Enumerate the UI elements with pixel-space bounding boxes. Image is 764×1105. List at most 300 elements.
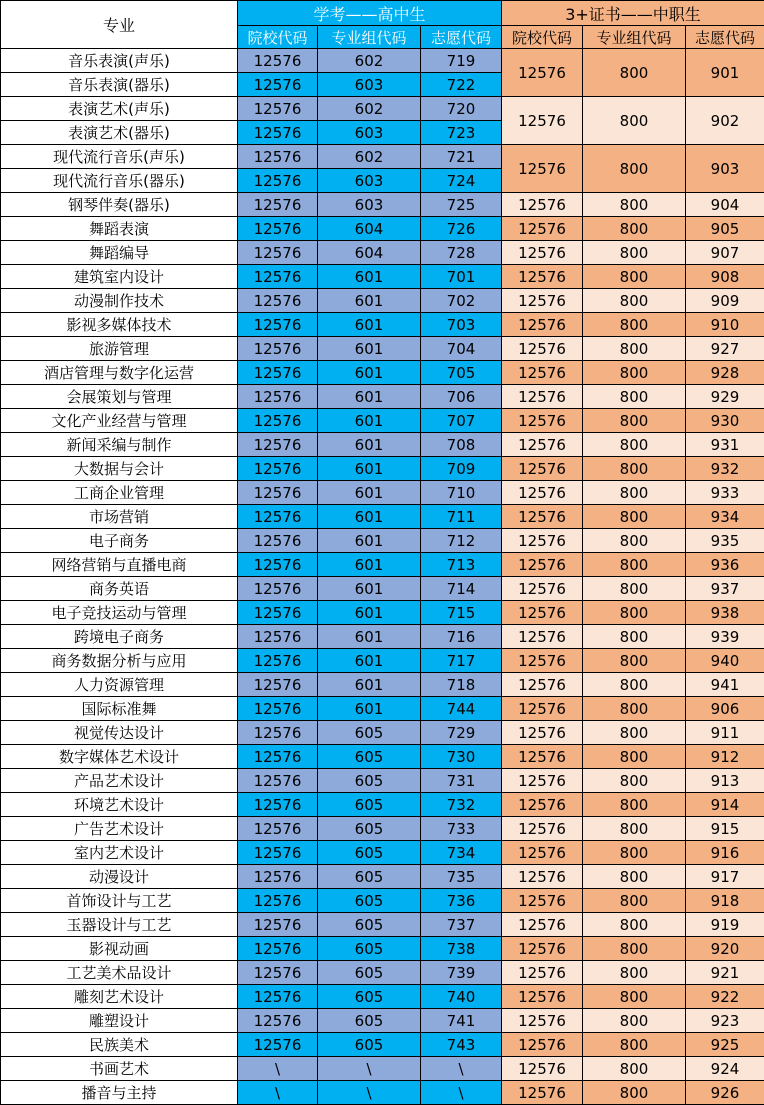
major-name-cell: 视觉传达设计 [1,721,238,745]
hs-school-code-cell: 12576 [238,73,318,97]
hs-group-code-cell: 601 [318,649,421,673]
hs-school-code-cell: 12576 [238,913,318,937]
voc-choice-code-cell: 914 [686,793,764,817]
table-row [1,673,764,697]
voc-school-code-cell: 12576 [502,529,583,553]
major-name-cell: 产品艺术设计 [1,769,238,793]
hs-school-code-cell: 12576 [238,97,318,121]
hs-group-code-cell: 601 [318,361,421,385]
hs-school-code-cell: 12576 [238,769,318,793]
major-name-cell: 雕刻艺术设计 [1,985,238,1009]
voc-choice-code-cell: 929 [686,385,764,409]
hs-group-code-cell: 601 [318,337,421,361]
voc-school-code-cell: 12576 [502,865,583,889]
hs-group-code-cell: 601 [318,673,421,697]
hs-choice-code-cell: 713 [421,553,502,577]
voc-school-code-cell: 12576 [502,649,583,673]
table-row [1,961,764,985]
hs-school-code-cell: 12576 [238,553,318,577]
hs-choice-code-cell: \ [421,1057,502,1081]
hs-choice-code-cell: 709 [421,457,502,481]
table-row [1,505,764,529]
voc-choice-code-cell: 933 [686,481,764,505]
hs-school-code-cell: 12576 [238,361,318,385]
hs-group-code-cell: 604 [318,241,421,265]
hs-school-code-cell: 12576 [238,1009,318,1033]
table-row [1,337,764,361]
voc-school-code-cell: 12576 [502,409,583,433]
table-row [1,1033,764,1057]
major-name-cell: 书画艺术 [1,1057,238,1081]
voc-school-code-cell: 12576 [502,193,583,217]
voc-school-code-cell: 12576 [502,457,583,481]
group-header-high-school: 学考——高中生 [238,1,502,26]
hs-choice-code-cell: \ [421,1081,502,1105]
voc-school-code-cell: 12576 [502,961,583,985]
hs-school-code-cell: 12576 [238,697,318,721]
hs-group-code-cell: 605 [318,961,421,985]
major-name-cell: 商务数据分析与应用 [1,649,238,673]
voc-group-code-cell: 800 [583,577,686,601]
major-name-cell: 影视动画 [1,937,238,961]
hs-group-code-cell: 601 [318,481,421,505]
major-name-cell: 现代流行音乐(声乐) [1,145,238,169]
major-name-cell: 广告艺术设计 [1,817,238,841]
hs-school-code-cell: 12576 [238,49,318,73]
major-name-cell: 表演艺术(声乐) [1,97,238,121]
hs-group-code-cell: 605 [318,985,421,1009]
voc-choice-code-cell: 935 [686,529,764,553]
hs-choice-code-cell: 710 [421,481,502,505]
major-name-cell: 现代流行音乐(器乐) [1,169,238,193]
voc-group-code-cell: 800 [583,457,686,481]
hs-school-code-cell: 12576 [238,673,318,697]
hs-choice-code-cell: 738 [421,937,502,961]
voc-group-code-cell: 800 [583,673,686,697]
major-name-cell: 酒店管理与数字化运营 [1,361,238,385]
hs-school-code-cell: 12576 [238,217,318,241]
voc-school-code-cell: 12576 [502,1033,583,1057]
hs-school-code-cell: 12576 [238,841,318,865]
hs-school-code-cell: 12576 [238,649,318,673]
table-row [1,553,764,577]
col-header-school-code: 院校代码 [238,26,318,49]
voc-school-code-cell: 12576 [502,217,583,241]
hs-group-code-cell: 605 [318,841,421,865]
hs-school-code-cell: 12576 [238,961,318,985]
hs-school-code-cell: 12576 [238,145,318,169]
voc-school-code-cell: 12576 [502,745,583,769]
voc-school-code-cell: 12576 [502,505,583,529]
voc-group-code-cell: 800 [583,601,686,625]
voc-choice-code-cell: 918 [686,889,764,913]
voc-group-code-cell: 800 [583,745,686,769]
voc-choice-code-cell: 902 [686,97,764,145]
hs-school-code-cell: \ [238,1057,318,1081]
voc-choice-code-cell: 915 [686,817,764,841]
hs-group-code-cell: 601 [318,697,421,721]
voc-group-code-cell: 800 [583,793,686,817]
voc-choice-code-cell: 941 [686,673,764,697]
major-name-cell: 舞蹈编导 [1,241,238,265]
major-name-cell: 电子商务 [1,529,238,553]
major-name-cell: 旅游管理 [1,337,238,361]
voc-group-code-cell: 800 [583,217,686,241]
voc-school-code-cell: 12576 [502,553,583,577]
major-name-cell: 动漫设计 [1,865,238,889]
voc-choice-code-cell: 903 [686,145,764,193]
major-name-cell: 首饰设计与工艺 [1,889,238,913]
major-name-cell: 网络营销与直播电商 [1,553,238,577]
major-name-cell: 播音与主持 [1,1081,238,1105]
voc-group-code-cell: 800 [583,913,686,937]
voc-choice-code-cell: 917 [686,865,764,889]
hs-group-code-cell: 601 [318,409,421,433]
hs-school-code-cell: 12576 [238,985,318,1009]
col-header-group-code: 专业组代码 [318,26,421,49]
hs-choice-code-cell: 716 [421,625,502,649]
table-row [1,217,764,241]
hs-group-code-cell: 603 [318,193,421,217]
voc-group-code-cell: 800 [583,1057,686,1081]
hs-choice-code-cell: 720 [421,97,502,121]
hs-school-code-cell: 12576 [238,289,318,313]
voc-school-code-cell: 12576 [502,841,583,865]
voc-group-code-cell: 800 [583,385,686,409]
voc-school-code-cell: 12576 [502,913,583,937]
major-name-cell: 工商企业管理 [1,481,238,505]
voc-group-code-cell: 800 [583,961,686,985]
table-row [1,865,764,889]
hs-school-code-cell: 12576 [238,937,318,961]
hs-school-code-cell: 12576 [238,793,318,817]
table-row [1,1057,764,1081]
hs-choice-code-cell: 729 [421,721,502,745]
voc-choice-code-cell: 913 [686,769,764,793]
hs-group-code-cell: 605 [318,937,421,961]
hs-choice-code-cell: 701 [421,265,502,289]
table-row [1,649,764,673]
hs-school-code-cell: 12576 [238,337,318,361]
hs-group-code-cell: 601 [318,385,421,409]
hs-choice-code-cell: 736 [421,889,502,913]
voc-group-code-cell: 800 [583,721,686,745]
major-name-cell: 影视多媒体技术 [1,313,238,337]
table-row [1,625,764,649]
voc-choice-code-cell: 919 [686,913,764,937]
major-name-cell: 商务英语 [1,577,238,601]
voc-group-code-cell: 800 [583,289,686,313]
hs-choice-code-cell: 718 [421,673,502,697]
col-header-group-code: 专业组代码 [583,26,686,49]
table-row [1,433,764,457]
hs-choice-code-cell: 706 [421,385,502,409]
hs-choice-code-cell: 714 [421,577,502,601]
voc-school-code-cell: 12576 [502,601,583,625]
hs-school-code-cell: 12576 [238,505,318,529]
voc-choice-code-cell: 926 [686,1081,764,1105]
hs-choice-code-cell: 744 [421,697,502,721]
hs-group-code-cell: 601 [318,265,421,289]
table-row [1,577,764,601]
hs-choice-code-cell: 719 [421,49,502,73]
voc-school-code-cell: 12576 [502,673,583,697]
hs-choice-code-cell: 724 [421,169,502,193]
voc-school-code-cell: 12576 [502,289,583,313]
voc-choice-code-cell: 939 [686,625,764,649]
voc-group-code-cell: 800 [583,505,686,529]
voc-group-code-cell: 800 [583,49,686,97]
table-row [1,697,764,721]
table-row [1,985,764,1009]
voc-school-code-cell: 12576 [502,721,583,745]
major-name-cell: 音乐表演(声乐) [1,49,238,73]
hs-choice-code-cell: 704 [421,337,502,361]
voc-group-code-cell: 800 [583,265,686,289]
major-name-cell: 音乐表演(器乐) [1,73,238,97]
hs-choice-code-cell: 725 [421,193,502,217]
voc-group-code-cell: 800 [583,481,686,505]
hs-group-code-cell: 603 [318,73,421,97]
table-row [1,1081,764,1105]
hs-school-code-cell: 12576 [238,625,318,649]
hs-group-code-cell: 602 [318,49,421,73]
voc-group-code-cell: 800 [583,817,686,841]
hs-group-code-cell: 601 [318,529,421,553]
voc-school-code-cell: 12576 [502,265,583,289]
table-row [1,289,764,313]
voc-school-code-cell: 12576 [502,1081,583,1105]
hs-choice-code-cell: 740 [421,985,502,1009]
voc-choice-code-cell: 930 [686,409,764,433]
major-name-cell: 大数据与会计 [1,457,238,481]
hs-school-code-cell: 12576 [238,721,318,745]
hs-choice-code-cell: 739 [421,961,502,985]
hs-group-code-cell: 605 [318,1009,421,1033]
hs-choice-code-cell: 734 [421,841,502,865]
voc-group-code-cell: 800 [583,769,686,793]
voc-choice-code-cell: 931 [686,433,764,457]
voc-group-code-cell: 800 [583,1033,686,1057]
table-row [1,457,764,481]
voc-group-code-cell: 800 [583,313,686,337]
major-name-cell: 民族美术 [1,1033,238,1057]
voc-school-code-cell: 12576 [502,1009,583,1033]
hs-school-code-cell: 12576 [238,865,318,889]
voc-choice-code-cell: 907 [686,241,764,265]
voc-school-code-cell: 12576 [502,889,583,913]
table-row [1,529,764,553]
voc-group-code-cell: 800 [583,889,686,913]
voc-group-code-cell: 800 [583,865,686,889]
col-header-school-code: 院校代码 [502,26,583,49]
hs-choice-code-cell: 711 [421,505,502,529]
voc-school-code-cell: 12576 [502,241,583,265]
major-name-cell: 雕塑设计 [1,1009,238,1033]
hs-school-code-cell: 12576 [238,193,318,217]
voc-choice-code-cell: 940 [686,649,764,673]
hs-choice-code-cell: 726 [421,217,502,241]
voc-school-code-cell: 12576 [502,313,583,337]
voc-choice-code-cell: 905 [686,217,764,241]
hs-school-code-cell: 12576 [238,313,318,337]
hs-choice-code-cell: 733 [421,817,502,841]
voc-group-code-cell: 800 [583,625,686,649]
table-row [1,1009,764,1033]
table-row [1,601,764,625]
voc-group-code-cell: 800 [583,841,686,865]
voc-school-code-cell: 12576 [502,481,583,505]
voc-choice-code-cell: 924 [686,1057,764,1081]
major-name-cell: 新闻采编与制作 [1,433,238,457]
table-row [1,409,764,433]
voc-group-code-cell: 800 [583,649,686,673]
hs-choice-code-cell: 707 [421,409,502,433]
table-row [1,889,764,913]
voc-school-code-cell: 12576 [502,625,583,649]
voc-choice-code-cell: 922 [686,985,764,1009]
hs-group-code-cell: 605 [318,817,421,841]
hs-group-code-cell: 601 [318,505,421,529]
voc-choice-code-cell: 937 [686,577,764,601]
hs-choice-code-cell: 737 [421,913,502,937]
hs-school-code-cell: 12576 [238,169,318,193]
hs-group-code-cell: 605 [318,793,421,817]
hs-school-code-cell: 12576 [238,1033,318,1057]
table-row [1,769,764,793]
voc-group-code-cell: 800 [583,145,686,193]
major-name-cell: 室内艺术设计 [1,841,238,865]
hs-group-code-cell: 601 [318,601,421,625]
voc-school-code-cell: 12576 [502,145,583,193]
voc-choice-code-cell: 909 [686,289,764,313]
hs-choice-code-cell: 705 [421,361,502,385]
hs-group-code-cell: 603 [318,169,421,193]
hs-choice-code-cell: 703 [421,313,502,337]
hs-school-code-cell: 12576 [238,433,318,457]
major-name-cell: 市场营销 [1,505,238,529]
voc-school-code-cell: 12576 [502,697,583,721]
voc-choice-code-cell: 904 [686,193,764,217]
voc-school-code-cell: 12576 [502,793,583,817]
table-row [1,385,764,409]
voc-choice-code-cell: 916 [686,841,764,865]
voc-choice-code-cell: 901 [686,49,764,97]
voc-choice-code-cell: 925 [686,1033,764,1057]
table-row [1,145,764,169]
voc-school-code-cell: 12576 [502,337,583,361]
hs-group-code-cell: 605 [318,721,421,745]
hs-choice-code-cell: 708 [421,433,502,457]
voc-school-code-cell: 12576 [502,97,583,145]
voc-school-code-cell: 12576 [502,433,583,457]
hs-group-code-cell: \ [318,1057,421,1081]
voc-choice-code-cell: 920 [686,937,764,961]
hs-group-code-cell: 601 [318,577,421,601]
table-body [1,49,764,1105]
table-row [1,265,764,289]
table-row [1,193,764,217]
hs-school-code-cell: 12576 [238,481,318,505]
hs-school-code-cell: 12576 [238,577,318,601]
hs-school-code-cell: 12576 [238,121,318,145]
major-name-cell: 舞蹈表演 [1,217,238,241]
hs-choice-code-cell: 732 [421,793,502,817]
voc-group-code-cell: 800 [583,1081,686,1105]
voc-school-code-cell: 12576 [502,385,583,409]
voc-choice-code-cell: 932 [686,457,764,481]
voc-choice-code-cell: 927 [686,337,764,361]
hs-school-code-cell: 12576 [238,241,318,265]
voc-school-code-cell: 12576 [502,769,583,793]
voc-choice-code-cell: 908 [686,265,764,289]
hs-group-code-cell: 601 [318,289,421,313]
major-name-cell: 跨境电子商务 [1,625,238,649]
voc-group-code-cell: 800 [583,409,686,433]
major-name-cell: 动漫制作技术 [1,289,238,313]
voc-choice-code-cell: 934 [686,505,764,529]
hs-group-code-cell: 605 [318,913,421,937]
table-row [1,97,764,121]
hs-choice-code-cell: 702 [421,289,502,313]
voc-choice-code-cell: 911 [686,721,764,745]
hs-group-code-cell: 601 [318,457,421,481]
major-name-cell: 文化产业经营与管理 [1,409,238,433]
voc-group-code-cell: 800 [583,337,686,361]
major-name-cell: 环境艺术设计 [1,793,238,817]
hs-school-code-cell: 12576 [238,889,318,913]
table-row [1,313,764,337]
voc-choice-code-cell: 923 [686,1009,764,1033]
voc-choice-code-cell: 906 [686,697,764,721]
voc-choice-code-cell: 910 [686,313,764,337]
table-row [1,481,764,505]
table-row [1,49,764,73]
hs-school-code-cell: 12576 [238,745,318,769]
table-row [1,721,764,745]
hs-school-code-cell: 12576 [238,265,318,289]
hs-choice-code-cell: 715 [421,601,502,625]
hs-choice-code-cell: 717 [421,649,502,673]
table-row [1,937,764,961]
voc-choice-code-cell: 928 [686,361,764,385]
hs-school-code-cell: 12576 [238,409,318,433]
major-name-cell: 建筑室内设计 [1,265,238,289]
voc-school-code-cell: 12576 [502,1057,583,1081]
hs-group-code-cell: 602 [318,145,421,169]
table-row [1,913,764,937]
voc-choice-code-cell: 912 [686,745,764,769]
voc-group-code-cell: 800 [583,241,686,265]
hs-group-code-cell: 605 [318,769,421,793]
hs-choice-code-cell: 712 [421,529,502,553]
table-row [1,745,764,769]
table-row [1,361,764,385]
voc-group-code-cell: 800 [583,529,686,553]
table-row [1,817,764,841]
hs-choice-code-cell: 723 [421,121,502,145]
hs-choice-code-cell: 735 [421,865,502,889]
hs-choice-code-cell: 728 [421,241,502,265]
major-name-cell: 数字媒体艺术设计 [1,745,238,769]
hs-school-code-cell: 12576 [238,601,318,625]
hs-group-code-cell: 605 [318,889,421,913]
voc-group-code-cell: 800 [583,433,686,457]
hs-choice-code-cell: 731 [421,769,502,793]
major-name-cell: 表演艺术(器乐) [1,121,238,145]
hs-group-code-cell: 601 [318,625,421,649]
major-name-cell: 钢琴伴奏(器乐) [1,193,238,217]
